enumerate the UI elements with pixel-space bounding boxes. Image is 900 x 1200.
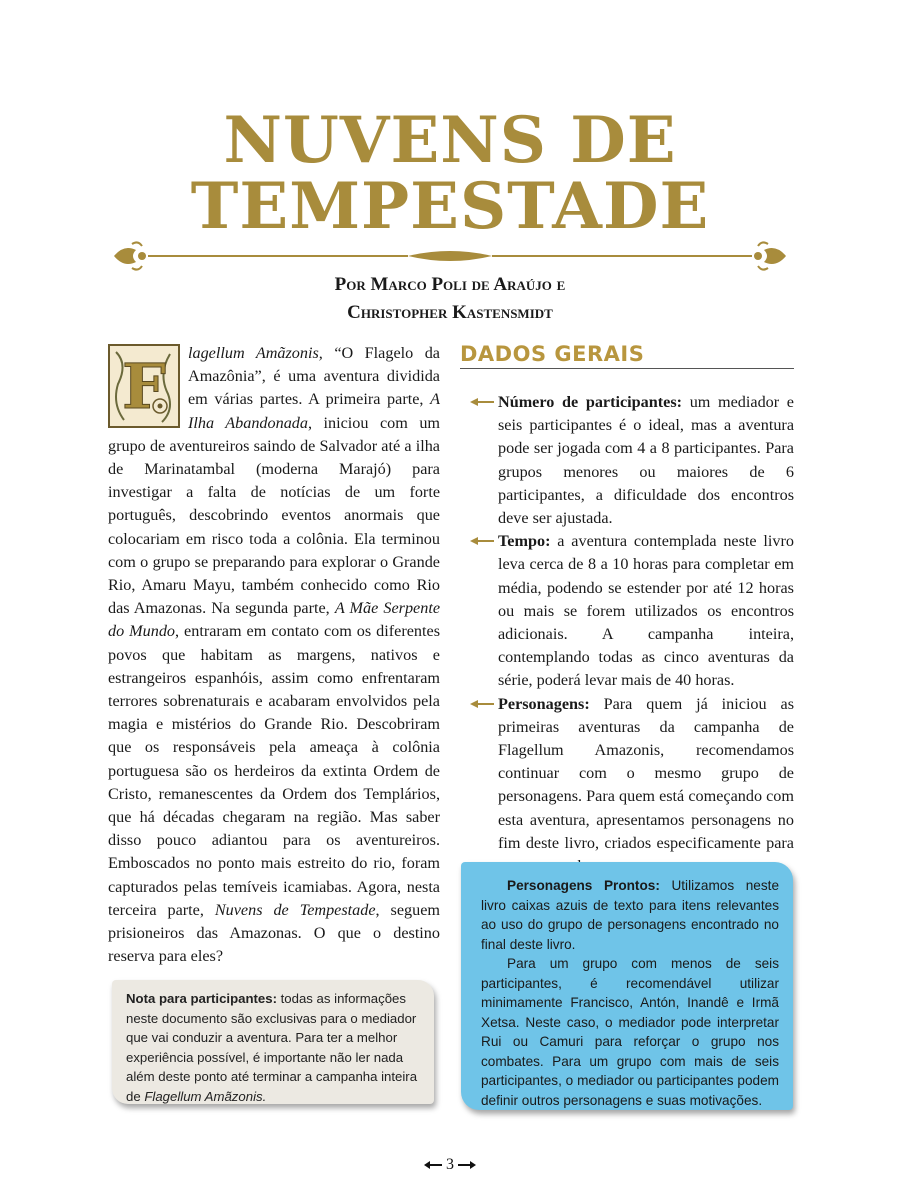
intro-text-column	[108, 342, 440, 968]
section-heading-dados-gerais: DADOS GERAIS	[460, 342, 794, 369]
left-arrow-ornament-icon	[424, 1161, 442, 1169]
page-number: 3	[446, 1156, 454, 1173]
dropcap-letter: F	[121, 350, 167, 423]
list-item-participants	[460, 391, 794, 530]
intro-title-italic: lagellum Amãzonis,	[188, 344, 323, 362]
part-2-title: A Mãe Serpente do Mundo	[108, 599, 440, 641]
page-footer	[0, 1156, 900, 1174]
list-item-time	[460, 530, 794, 692]
item-text: Para quem já iniciou as primeiras aventuras da campanha de Flagellum Amazonis, recomendamos continuar com o mesmo grupo de personagens. Para quem está começando com esta aventura, apresentamos personagens no fim deste livro, criados especificamente para	[498, 694, 794, 852]
item-text: a aventura contemplada neste livro leva cerca de 8 a 10 horas para completar em média, podendo se estender por até 12 horas ou mais se forem utilizados os encontros adicionais. A campanha inteira, contemplando todas as cinco aventuras da série, poderá levar mais de 40 horas.	[498, 532, 794, 690]
page-title-line-2: TEMPESTADE	[190, 169, 710, 244]
item-label: Número de participantes:	[498, 393, 683, 411]
part-1-title: A Ilha Abandonada	[188, 390, 440, 432]
arrow-bullet-icon	[470, 397, 494, 407]
note-italic-title: Flagellum Amãzonis.	[144, 1088, 267, 1104]
title-ornament-divider	[108, 238, 792, 274]
page-title-line-1: NUVENS DE	[223, 103, 677, 178]
participants-note-box	[112, 980, 434, 1104]
item-text: um mediador e seis participantes é o ideal, mas a aventura pode ser jogada com 4 a 8 participantes. Para grupos menores ou maiores de 6 participantes, a dificuldade dos encontros deve ser ajustada.	[498, 393, 794, 528]
list-item-characters	[460, 693, 794, 879]
author-byline-line-1: Por Marco Poli de Araújo e	[334, 274, 566, 295]
intro-text-2: , iniciou com um grupo de aventureiros saindo de Salvador até a ilha de Marinatambal (moderna Marajó) para investigar a falta de notícias de um forte português, descobrindo eventos anormais que colocariam em risco toda a colônia. Ela terminou com o grupo se preparando para explorar o Grande Rio, Amaru Mayu, também conhecido como Rio das Amazonas. Na segunda parte,	[108, 413, 441, 618]
part-3-title: Nuvens de Tempestade	[214, 900, 376, 919]
note-label: Nota para participantes:	[126, 991, 277, 1006]
dropcap-f-illustration	[108, 344, 180, 428]
arrow-bullet-icon	[470, 536, 494, 546]
ready-characters-blue-box	[461, 862, 793, 1110]
item-label: Personagens:	[498, 694, 590, 713]
intro-text-1: “O Flagelo da Amazônia”, é uma aventura dividida em várias partes. A primeira parte,	[188, 344, 440, 409]
blue-box-label: Personagens Prontos:	[507, 878, 660, 893]
intro-text-3: , entraram em contato com os diferentes povos que habitam as margens, nativos e estrangeiros espanhóis, assim como enfrentaram terrores sobrenaturais e acabaram envolvidos pela magia e mistérios do Grande Rio. Descobriram que os responsáveis pela ameaça à colônia portuguesa são os herdeiros da extinta Ordem de Cristo, remanescentes da Ordem dos Templários, que há décadas chegaram na região. Mas saber disso pouco adiantou para os aventureiros. Emboscados no ponto mais estreito do rio, foram capturados pelas temíveis icamiabas. Agora, nesta terceira parte,	[108, 622, 440, 919]
author-byline-line-2: Christopher Kastensmidt	[347, 302, 553, 323]
note-text: todas as informações neste documento são exclusivas para o mediador que vai conduzir a aventura. Para ter a melhor experiência possível, é importante não ler nada além deste ponto até terminar a campanha inteira de	[126, 991, 418, 1104]
right-arrow-ornament-icon	[458, 1161, 476, 1169]
blue-box-paragraph-2: Para um grupo com menos de seis participantes, é recomendável utilizar minimamente Francisco, Antón, Inandê e Irmã Xetsa. Neste caso, o mediador pode interpretar Rui ou Camuri para reforçar o grupo nos combates. Para um grupo com mais de seis participantes, o mediador ou participantes podem definir outros personagens e suas motivações.	[481, 956, 779, 1108]
blue-box-paragraph-1: Personagens Prontos: Utilizamos neste livro caixas azuis de texto para itens relevantes ao uso do grupo de personagens encontrado no final deste livro.	[481, 878, 780, 952]
item-label: Tempo:	[498, 532, 551, 551]
general-data-column	[460, 342, 794, 878]
arrow-bullet-icon	[470, 699, 494, 709]
intro-text-4: , seguem prisioneiros das Amazonas. O que o destino reserva para eles?	[108, 900, 441, 966]
